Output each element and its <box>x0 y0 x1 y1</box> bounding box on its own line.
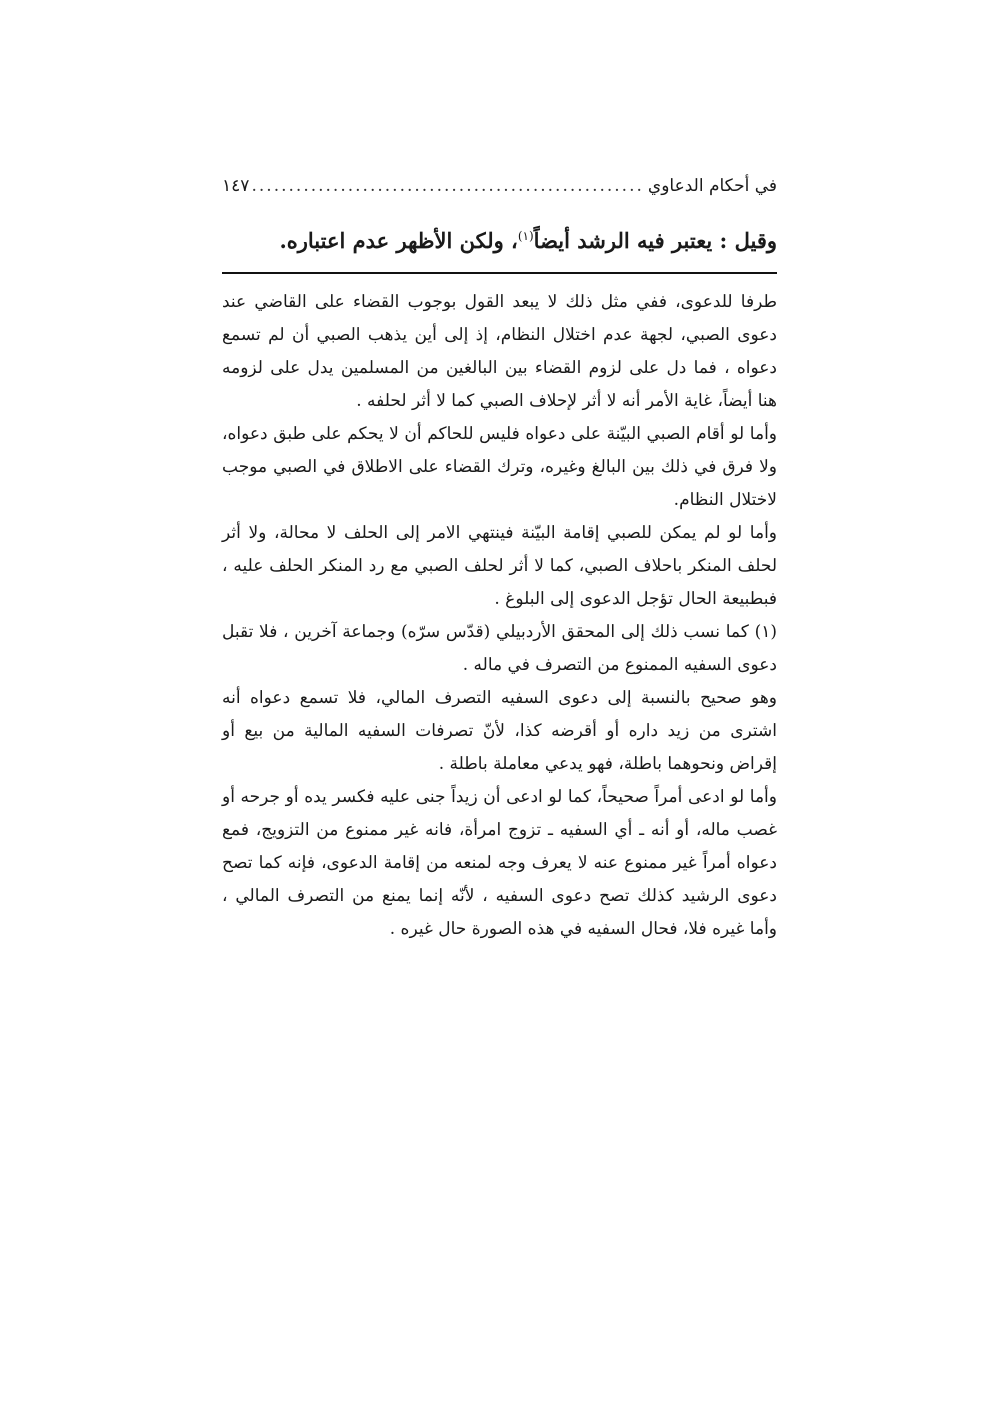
footnote-paragraph: وأما لو ادعى أمراً صحيحاً، كما لو ادعى أن زيداً جنى عليه فكسر يده أو جرحه أو غصب ماله، أو أنه ـ أي السفيه ـ تزوج امرأة، فانه غير ممنوع من التزويج، فمع دعواه أمراً غير ممنوع عنه لا يعرف وجه لمنعه من إقامة الدعوى، فإنه كما تصح دعوى الرشيد كذلك تصح دعوى السفيه ، لأنّه إنما يمنع من التصرف المالي ، وأما غيره فلا، فحال السفيه في هذه الصورة حال غيره . <box>222 787 777 939</box>
page-number: ١٤٧ <box>222 176 250 196</box>
footnote-body <box>222 286 777 946</box>
footnote-marker: (١) <box>517 229 534 243</box>
main-text-after-note: ، ولكن الأظهر عدم اعتباره. <box>279 228 518 253</box>
main-text-line <box>222 218 777 259</box>
running-header <box>222 172 777 200</box>
header-title: في أحكام الدعاوي <box>647 176 777 196</box>
footnote-paragraph: طرفا للدعوى، ففي مثل ذلك لا يبعد القول بوجوب القضاء على القاضي عند دعوى الصبي، لجهة عدم اختلال النظام، إذ إلى أين يذهب الصبي أن لم تسمع دعواه ، فما دل على لزوم القضاء بين البالغين من المسلمين يدل على لزومه هنا أيضاً، غاية الأمر أنه لا أثر لإحلاف الصبي كما لا أثر لحلفه . <box>222 292 777 411</box>
main-text-before-note: وقيل : يعتبر فيه الرشد أيضاً <box>533 228 777 253</box>
header-leader-dots <box>253 172 644 200</box>
footnote-paragraph: وهو صحيح بالنسبة إلى دعوى السفيه التصرف المالي، فلا تسمع دعواه أنه اشترى من زيد داره أو أقرضه كذا، لأنّ تصرفات السفيه المالية من بيع أو إقراض ونحوهما باطلة، فهو يدعي معاملة باطلة . <box>222 688 777 774</box>
footnote-paragraph: وأما لو أقام الصبي البيّنة على دعواه فليس للحاكم أن لا يحكم على طبق دعواه، ولا فرق في ذلك بين البالغ وغيره، وترك القضاء على الاطلاق في الصبي موجب لاختلال النظام. <box>222 424 777 510</box>
footnote-paragraph: وأما لو لم يمكن للصبي إقامة البيّنة فينتهي الامر إلى الحلف لا محالة، ولا أثر لحلف المنكر باحلاف الصبي، كما لا أثر لحلف الصبي مع رد المنكر الحلف عليه ، فبطبيعة الحال تؤجل الدعوى إلى البلوغ . <box>222 523 777 609</box>
footnote-separator-rule <box>222 272 777 274</box>
footnote-paragraph: (١) كما نسب ذلك إلى المحقق الأردبيلي (قدّس سرّه) وجماعة آخرين ، فلا تقبل دعوى السفيه الممنوع من التصرف في ماله . <box>222 622 777 675</box>
